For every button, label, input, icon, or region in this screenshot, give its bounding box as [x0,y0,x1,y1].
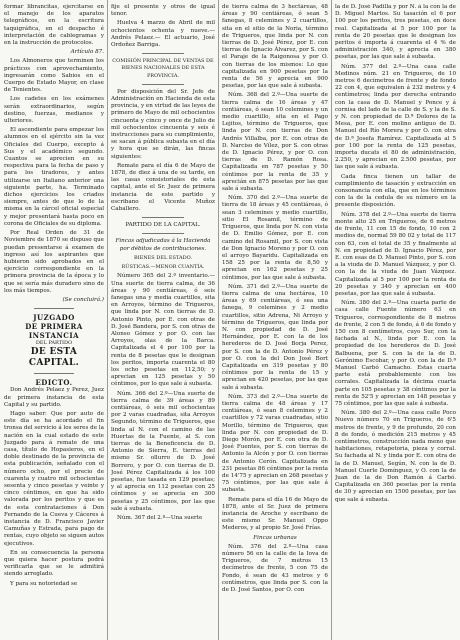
divider [142,217,184,218]
edict-title: EDICTO. [35,378,73,388]
divider [142,84,184,85]
divider [142,233,184,234]
divider [34,308,74,309]
column-1 [4,4,104,638]
section-subheading: Fincas adjudicadas á la Hacienda por débitos de contribuciones. [115,238,211,252]
text-paragraph: Núm. 368 del 2.º—Una suerte de tierra calma de 16 áreas y 47 centiáreas, ó sean 10 celemines y un medio cuartillo, sita en el Pago Lejitos, término de Trigueros, que linda por N. con tierras de Don Andrés Villalba, por E. con otras de D. Narciso de Vílez, por S. con otras de D. Ignacio Pérez, y por O. con tierras de D. Ramón Rosa. Capitalizada en 787 pesetas y 50 céntimos por la renta de 35 y aprecián en 875 pesetas por las que sale á subasta. [222,92,328,193]
text-paragraph: Hago saber: Que por auto de este día se ha acordado el fin tronsa del servicio á los seres de la nación en la cual estado de este Juzgado para á remate de una casa, título de Hopasieros, en el doble destinado de la provincia de esta publicación, señalado con el número ocho, por el precio de cuarenta y cuatro mil ochocientas sesenta y cinco pesetas y veinte y cinco céntimos, en que ha sido valorada por los peritos y que es de esta contrataciones á Don Fernando de la Cueva y Cáceres á instancia de D. Francisco Javier Camuñas y Estrada, para pago de rentas, cuyo objeto se siguen autos ejecutivos. [4,410,104,547]
column-3 [222,4,328,638]
court-heading-4: DE ESTA CAPITAL. [28,347,80,369]
text-paragraph: Núm. 370 del 2.º—Una suerte de tierra de 18 áreas y 45 centiáreas, ó sean 3 celemines y medio cuartillo, sitio El Rosamil, término de Trigueros, que linda por N. con vista de D. Emilio Gómez, por E. con camino del Rosamil, por S. con vista de Don Ignacio Moreno y por O. con el arroyo Bayaridu. Capitalizada en 158 25 por la renta de 8,50 y aprecian en 162 pesetas y 25 céntimos, por las que sale á subasta. [222,195,328,281]
continued-note: (Se concluirá.) [62,296,104,303]
text-paragraph: Don Andrés Pelaez y Perez, Juez de primera instancia de esta Capital y su partido. [4,387,104,408]
text-paragraph: Cada finca tienen un tallar de cumplimiento de tasación y extracción en consonancia con ella, que en los términos con la de la cedula de su número en la presente disposición. [335,173,456,209]
text-paragraph: Los cadetes en los exámenes serán extraordinarios, según destino, fuerzas, medianos y ulteriores. [4,96,104,125]
section-subheading: BIENES DEL ESTADO. [133,254,193,261]
article-label: Artículo 87. [70,49,104,56]
text-paragraph: Huelva 4 marzo de Abril de mil ochocientos ochenta y nueve.— Andrés Pelaez.— El actuario, José Ordoñez Barriga. [111,20,215,49]
section-subheading: RÚSTICAS.—MENOR CUANTÍA. [121,264,205,271]
text-paragraph: de tierra calma de 3 hectáreas, 48 áreas y 90 centiáreas, ó sean 5 fanegas, 8 celemines y 2 cuartillos, sita en el sitio de la Noria, término de Trigueros, que linda por N. con tierras de D. José Pérez, por E. con tierras de Ignacio Álvarez, por S. con el Paraje de la Raigonosa y por O. con tierras de los mismos: Lo que capitalizada en 900 pesetas por la renta de 56 y aprecia en 900 pesetas, por las que sale á subasta. [222,4,328,90]
column-2 [111,4,215,638]
divider [142,53,184,54]
text-paragraph: Núm. 367 del 2.º—Una suerte [117,515,203,521]
text-paragraph: Remate para el día 6 de Mayo de 1878, de diez á una de su tarde, en las casas consistoriales de esta capital, ante el Sr. Juez de primera instancia de este partido y escribano el Vicente Muñoz Caballero. [111,162,215,213]
text-paragraph: Núm. 376 del 2.º—Una casa número 56 en la calle de la Iova de Trigueros, de 7 metros 15 decímetros de frente, 5 con 75 de Fondo, é sean de 43 metros y 6 centímetros, que linda por S. con la de D. José Santos, por O. con [222,543,328,594]
text-paragraph: Núm. 380 del 2.º—Una casa calle Poco Nuevo número 70 en Trigueros, de 6'5 metros de frente, y 9 de profundo, 20 con 8 de fondo, ó medición 215 metros y 45 centímetros, construcción nada meno que habitaciones, retapetoria, pieza y corral. Su fachada al N. y linda por E. con otra de la de D. Manuel, Según, N. con la de D. Manuel Cuerle Domínguez, y O. con la de Juan de la de Don Ramón á Carbó. Capitalizada en 360 pesetas por la renta de 30 y aprecian en 1500 pesetas, por las que sale á subasta. [335,410,456,503]
court-heading-3: DEL PARTIDO [35,340,73,347]
column-rule [107,0,108,640]
text-paragraph: la de D. José Padilla y por N. á la con la de D. Miguel Martos. Su tasación el 6 por 100 por los peritos, tres pesetas, en doce real. Capitalizada al 5 por 100 por la renta de 20 pesetas que le designan los peritos é importa á cuarenta el 4 % de administración 340, y aprecia en 380 pesetas, por las que sale á subasta. [335,4,456,61]
section-heading: COMISIÓN PRINCIPAL DE VENTAS DE BIENES NACIONALES DE ESTA PROVINCIA. [112,58,214,79]
text-paragraph: Por disposición del Sr. Jefe de Administración en Hacienda de esta provincia, y en virtud de las leyes de primero de Mayo de mil ochocientos cincuenta y cinco y once de Julio de mil ochocientos cincuenta y seis é instrucciones para su cumplimiento, se sacan á pública subasta en el día y hora que se dirán, las fincas siguientes: [111,88,215,160]
text-paragraph: Núm. 377 del 2.º—Una casa calle Medinos núm. 21 en Trigueros, de 10 metros 6 decímetros de frente y de fondo 22 con 4, que equivalen á 232 metros y 4 centímetros; linda por derecha entrando con la casa de D. Manuel y Ponce y á cornisa del lado de la calle de S. y la de S. y N. con propiedad de D.ª Dolores de la Mesa, por E. con molino antiguo de D. Manuel del Río Morera y por O. con otra de D.ª Josefa Ramírez. Capitalizada al 5 por 100 por la renta de 125 pesetas, importa ducats el 80 de administración, 2.250, y aprecian en 2.500 pesetas, por las que sale á subasta. [335,63,456,171]
divider [34,373,74,374]
text-paragraph: Los Almoneros que terminen los prácticos con aprovechamiento, ingresarán como Sabios en el Cuerpo de Estado Mayor, en clase de Tenientes. [4,58,104,94]
column-rule [218,0,219,640]
text-paragraph: Núm. 373 del 2.º—Una suerte de tierra calma de 48 áreas y 17 centiáreas, ó sean 8 celemines y 2 cuartillos y 72 varas cuadradas, sitio Morillo, término de Trigueros, que linda por N. con propiedad de D. Diego Morón, por E. con otra de D. José Fuentes, por S. con tierras de Antonio la Alcón y por O. con tierras de Antonio Cerón. Capitalizada en 231 pesetas 86 céntimos por la renta de 14'75 y aprecian en 268 pesetas y 75 céntimos, por las que sale á subasta. [222,393,328,494]
text-paragraph: Y para su notoriedad se [10,580,78,587]
text-paragraph: fije el presente y otros de igual tenor. [111,4,215,18]
text-paragraph: Núm. 371 del 2.º—Una suerte de tierra calma de una hectárea, 10 áreas y 69 centiáreas, ó sea una fanega, 9 celemines y 2 medio cuartillos, sitio Adrena, Ni Arroyo y término de Trigueros, que linda por N. con propiedad de D. José Hernández, por E. con la de los herederos de D. José Borja Perez, por S. con la de D. Antonio Pérez y por O. con la del Don José Bort Capitalizada en 319 pesetas y 80 céntimos por la renta de 15 y aprecian en 420 pesetas, por las que sale á subasta. [222,283,328,391]
text-paragraph: Núm. 366 del 2.º—Una suerte de tierra calma de 39 áreas y 89 centiáreas, ó seis mil ochocientas por 2 varas cuadradas, sita Arroyos Segundo, término de Trigueros, que linda al N. con el camino de las Huertas de la Fuente, al S. con tierras de la Beneficencia de D. Antonio de Sierra, E. tierras del mismo Sr. ollurro de D. José Borrero, y por O. con tierras de D. José Pérez Capitalizada á los 100 pesetas, fue tasada en 129 pesetas; y al aprecia en 112 pesetas con 25 céntimos y se aprecia en 300 pesetas y 25 céntimos, por las que sale á subasta. [111,390,215,512]
court-heading-1: JUZGADO [33,313,75,323]
text-paragraph: El ascendiente para empezar los alumnos en el ejército sin la vez Oficiales del Cuerpo, excepto á Sus y el académico segundo. Cuantos se aprecien en su respectiva para la fecha de paso y para los tiradores, y antes utilizarse un Italiano anterior una siguiente parte, ha. Terminado dichos ejercicios los criados siempre, antes de que lo de la misma en la cárcel oficial especial y mejor presentará hasta poco en corona de Oficiales de su diploma. [4,127,104,227]
text-paragraph: formar librancitas, ejercitarse en el manejo de los aparatos telegráficos, en la escritura taquigráfica, en el despacho é interpretación de cablegramas y en la instrucción de protocolos. [4,4,104,47]
column-rule [331,0,332,640]
text-paragraph: Remate para el día 16 de Mayo de 1878, ante el Sr. Juez de primera instancia de Aroche y escribano de este mismo Sr. Manuel Oppo Mederos, y al propio Sr. José Frías. [222,496,328,532]
column-4 [335,4,456,638]
text-paragraph: Núm. 380 del 2.º—Una cuarta parte de casa calle Fuente número 63 en Trigueros, correspondiente de 8 metros de frente, 2 con 5 de fondo, á 6 de fondo y 150 con 8 centímetros, cuyo Sur, con la fachada al N., linda por E. con la propiedad de los herederos de D. José Balbuena, por S. con la de la de D. Gerónimo Escobar, y por O. con la de D.ª Manuel Carbó Camacho. Estas cuarta parte está probablemente con los corrales. Capitalizada la décima cuarta parte en 105 pesetas y 38 céntimos por la renta de 52'5 y aprecian en 148 pesetas y 75 céntimos, por las que sale á subasta. [335,300,456,407]
text-paragraph: En su consecuencia la persona que quiera hacer postura podrá verificarla que se le admitirá siendo arreglado. [4,549,104,578]
section-subheading: Fincas urbanas [253,534,297,541]
text-paragraph: Número 365 del 2.º inventario.— Una suerte de tierra calma, de 36 áreas y 90 centiáreas, ó seis fanegas una y media cuartillos, sita en Arroyos, término de Trigueros, que linda por N. con tierras de D. Antonio Pinto, por E. con otras de D. José Bandera, por S. con otras de Alonso Gómez y por O. con las Arroyos, olas de la Barca. Capitalizada el 4 por 100 por la renta de 8 pesetas que le designan los peritos, importa cuarenta el 80 los ocho pesetas en 112,50; y aprecian en 125 pesetas y 50 céntimos, por lo que sale á subasta. [111,273,215,388]
section-heading: PARTIDO DE LA CAPITAL. [125,222,201,229]
text-paragraph: Núm. 378 del 2.º—Una suerte de tierra monte alto 25 en Trigueros, de 6 metros de frente, 11 con 15 de fondo, 10 con 2 medios de, normal 59 80 02 y total de 117 con 63, con el total de 35 y finalmente al N. en propiedad de D. Ignacio Pérez, por E. con esas de D. Manuel Pinto, por S. con a la viuda de D. Manuel Vázquez, y por O. con la de la viuda de Juan Vázquez. Capitalizada al 5 por 100 por la renta de 20 pesetas y 340 y aprecian en 400 pesetas, por las que sale á subasta. [335,211,456,297]
court-heading-2: DE PRIMERA INSTANCIA [25,322,83,341]
text-paragraph: Por Real Orden de 31 de Noviembre de 1870 se dispuso que puedan presentarse á examen de ingreso así los aspirantes que hubieron sido aprobados en el ejercicio correspondiente en la primera provincia de la época y lo que se sería más duradero sino de los más tiempos. [4,230,104,294]
